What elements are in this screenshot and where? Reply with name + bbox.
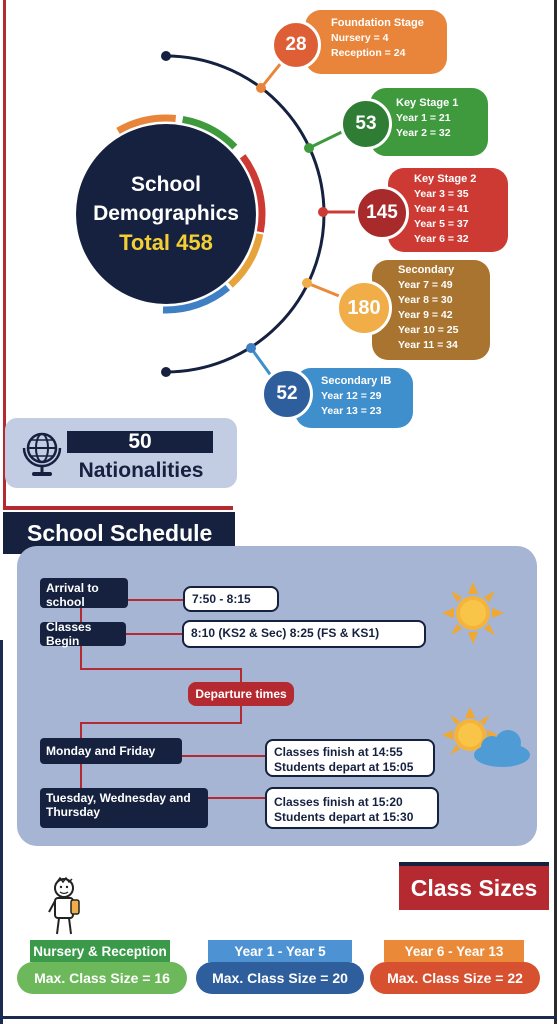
tue-thu-depart: Students depart at 15:30: [274, 810, 414, 824]
connector: [126, 599, 186, 601]
connector: [240, 704, 242, 722]
tue-thu-times: [265, 787, 439, 829]
connector: [126, 633, 184, 635]
stage-line: Nursery = 4: [331, 32, 389, 44]
globe-icon: [22, 428, 64, 478]
nationalities-label: Nationalities: [78, 459, 204, 482]
connector: [180, 755, 266, 757]
departure-times-label: Departure times: [188, 682, 294, 706]
connector: [80, 722, 82, 738]
connector: [80, 722, 242, 724]
connector: [208, 797, 268, 799]
stage-title: Foundation Stage: [331, 17, 424, 29]
class-size-group-value: Max. Class Size = 22: [370, 962, 540, 994]
tue-thu-finish: Classes finish at 15:20: [274, 795, 403, 809]
frame-line-bottom: [0, 1016, 557, 1019]
stage-line: Year 10 = 25: [398, 324, 459, 336]
class-sizes-title: Class Sizes: [399, 866, 549, 910]
connector: [80, 646, 82, 668]
sun-cloud-icon: [440, 705, 534, 777]
stage-secondary-count: 180: [336, 280, 392, 336]
connector: [80, 668, 242, 670]
stage-line: Year 2 = 32: [396, 127, 451, 139]
class-size-group-label: Year 6 - Year 13: [384, 940, 524, 962]
stage-line: Year 1 = 21: [396, 112, 451, 124]
connector: [240, 668, 242, 682]
stage-title: Key Stage 2: [414, 173, 477, 185]
demographics-title-line2: Demographics: [93, 202, 239, 225]
stage-line: Year 8 = 30: [398, 294, 453, 306]
mon-fri-depart: Students depart at 15:05: [274, 760, 414, 774]
class-size-group-value: Max. Class Size = 20: [196, 962, 364, 994]
stage-foundation-card: [305, 10, 447, 74]
nationalities-count: 50: [67, 431, 213, 453]
stage-line: Year 6 = 32: [414, 233, 469, 245]
stage-ks2-count: 145: [355, 186, 409, 240]
stage-ks1-count: 53: [340, 98, 392, 150]
schedule-divider: [3, 506, 233, 510]
arrival-label: Arrival to school: [40, 578, 128, 608]
stage-line: Year 5 = 37: [414, 218, 469, 230]
mon-fri-label: Monday and Friday: [40, 738, 182, 764]
stage-ib-count: 52: [261, 368, 313, 420]
frame-line-left-lower: [0, 640, 3, 1024]
stage-line: Year 3 = 35: [414, 188, 469, 200]
stage-line: Year 4 = 41: [414, 203, 469, 215]
classes-begin-label: Classes Begin: [40, 622, 126, 646]
class-size-group-value: Max. Class Size = 16: [17, 962, 187, 994]
stage-title: Secondary IB: [321, 375, 392, 387]
class-size-group-label: Year 1 - Year 5: [208, 940, 352, 962]
mon-fri-finish: Classes finish at 14:55: [274, 745, 403, 759]
stage-foundation-count: 28: [271, 20, 321, 70]
student-icon: [44, 876, 84, 938]
arrival-time: 7:50 - 8:15: [183, 586, 279, 612]
stage-line: Year 12 = 29: [321, 390, 382, 402]
demographics-total: Total 458: [119, 230, 213, 255]
schedule-title: School Schedule: [3, 512, 235, 554]
mon-fri-times: [265, 739, 435, 777]
stage-line: Year 7 = 49: [398, 279, 453, 291]
tue-thu-label: Tuesday, Wednesday and Thursday: [40, 788, 208, 828]
stage-line: Year 9 = 42: [398, 309, 453, 321]
demographics-circle: [76, 124, 256, 304]
stage-line: Year 13 = 23: [321, 405, 382, 417]
class-size-group-label: Nursery & Reception: [30, 940, 170, 962]
connector: [80, 764, 82, 788]
stage-title: Secondary: [398, 264, 455, 276]
stage-title: Key Stage 1: [396, 97, 459, 109]
stage-line: Reception = 24: [331, 47, 406, 59]
stage-line: Year 11 = 34: [398, 339, 458, 351]
sun-icon: [440, 580, 506, 646]
demographics-title-line1: School: [130, 173, 201, 196]
classes-begin-time: 8:10 (KS2 & Sec) 8:25 (FS & KS1): [182, 620, 426, 648]
